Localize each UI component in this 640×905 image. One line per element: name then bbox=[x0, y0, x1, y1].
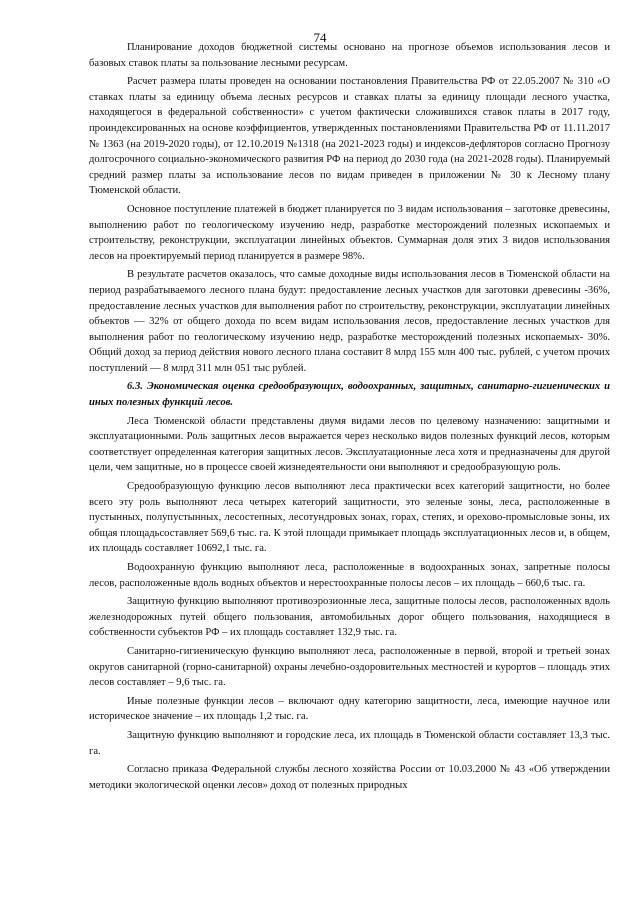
page-number: 74 bbox=[313, 30, 327, 45]
paragraph: Основное поступление платежей в бюджет планируется по 3 видам использования – заготовке древесины, выполнению работ по геологическому изучению недр, разработке месторождений полезных ископаемых и строительству, реконструкции, эксплуатации линейных объектов. Суммарная доля этих 3 видов использования лесов на проектируемый период планируется в размере 98%. bbox=[89, 203, 610, 262]
paragraph: Леса Тюменской области представлены двумя видами лесов по целевому назначению: защитными и эксплуатационными. Роль защитных лесов выражается через несколько видов полезных функций лесов, которым соответствует определенная категория защитных лесов. Эксплуатационные леса хотя и предназначены для другой цели, чем защитные, но в процессе своей жизнедеятельности они выполняют и средообразующую роль. bbox=[89, 415, 610, 474]
paragraph: Иные полезные функции лесов – включают одну категорию защитности, леса, имеющие научное или историческое значение – их площадь 1,2 тыс. га. bbox=[89, 695, 610, 723]
paragraph: Согласно приказа Федеральной службы лесного хозяйства России от 10.03.2000 № 43 «Об утверждении методики экологической оценки лесов» доход от полезных природных bbox=[89, 764, 610, 791]
section-heading: 6.3. Экономическая оценка средообразующих, водоохранных, защитных, санитарно-гигиенических и иных полезных функций лесов. bbox=[89, 381, 610, 409]
paragraph: В результате расчетов оказалось, что самые доходные виды использования лесов в Тюменской области на период разрабатываемого лесного плана будут: предоставление лесных участков для заготовки древесины -36%, предоставление лесных участков для выполнения работ по строительству, реконструкции, эксплуатации линейных объектов — 32% от общего дохода по всем видам использования лесов, предоставление лесных участков для выполнения работ по геологическому изучению недр, разработке месторождений полезных ископаемых- 30%. Общий доход за период действия нового лесного плана составит 8 млрд 155 млн 400 тыс. рублей, с учетом прочих поступлений — 8 млрд 311 млн 051 тыс рублей. bbox=[89, 269, 610, 374]
body-text bbox=[89, 40, 610, 796]
paragraph: Защитную функцию выполняют противоэрозионные леса, защитные полосы лесов, расположенных вдоль железнодорожных путей общего пользования, автомобильных дорог общего пользования, находящиеся в собственности субъектов РФ – их площадь составляет 132,9 тыс. га. bbox=[89, 596, 610, 639]
paragraph: Средообразующую функцию лесов выполняют леса практически всех категорий защитности, но более всего эту роль выполняют леса четырех категорий защитности, это зеленые зоны, леса, расположенные в пустынных, полупустынных, лесостепных, лесотундровых зонах, горах, степях, и орехово-промысловые зоны, их общая площадьсоставляет 569,6 тыс. га. К этой площади примыкает площадь эксплуатационных лесов и, в общем, их площадь составляет 10692,1 тыс. га. bbox=[89, 481, 610, 555]
paragraph: Планирование доходов бюджетной системы основано на прогнозе объемов использования лесов и базовых ставок платы за пользование лесными ресурсам. bbox=[89, 42, 610, 69]
paragraph: Санитарно-гигиеническую функцию выполняют леса, расположенные в первой, второй и третьей зонах округов санитарной (горно-санитарной) охраны лечебно-оздоровительных местностей и курортов – площадь этих лесов составляет – 9,6 тыс. га. bbox=[89, 645, 610, 689]
paragraph: Водоохранную функцию выполняют леса, расположенные в водоохранных зонах, запретные полосы лесов, расположенные вдоль водных объектов и нерестоохранные полосы лесов – их площадь – 660,6 тыс. га. bbox=[89, 562, 610, 589]
paragraph: Расчет размера платы проведен на основании постановления Правительства РФ от 22.05.2007 № 310 «О ставках платы за единицу объема лесных ресурсов и ставках платы за единицу площади лесного участка, находящегося в федеральной собственности» с учетом фактически сложившихся ставок платы в 2017 году, проиндексированных на основе коэффициентов, утвержденных постановлениями Правительства РФ от 11.11.2017 № 1363 (на 2019-2020 годы), от 12.10.2019 №1318 (на 2021-2023 годы) и индексов-дефляторов согласно Прогнозу долгосрочного социально-экономического развития РФ на период до 2030 года (на 2021-2028 годы). Планируемый средний размер платы за использование лесов по видам приведен в приложении № 30 к Лесному плану Тюменской области. bbox=[89, 76, 610, 197]
paragraph: Защитную функцию выполняют и городские леса, их площадь в Тюменской области составляет 13,3 тыс. га. bbox=[89, 729, 610, 757]
